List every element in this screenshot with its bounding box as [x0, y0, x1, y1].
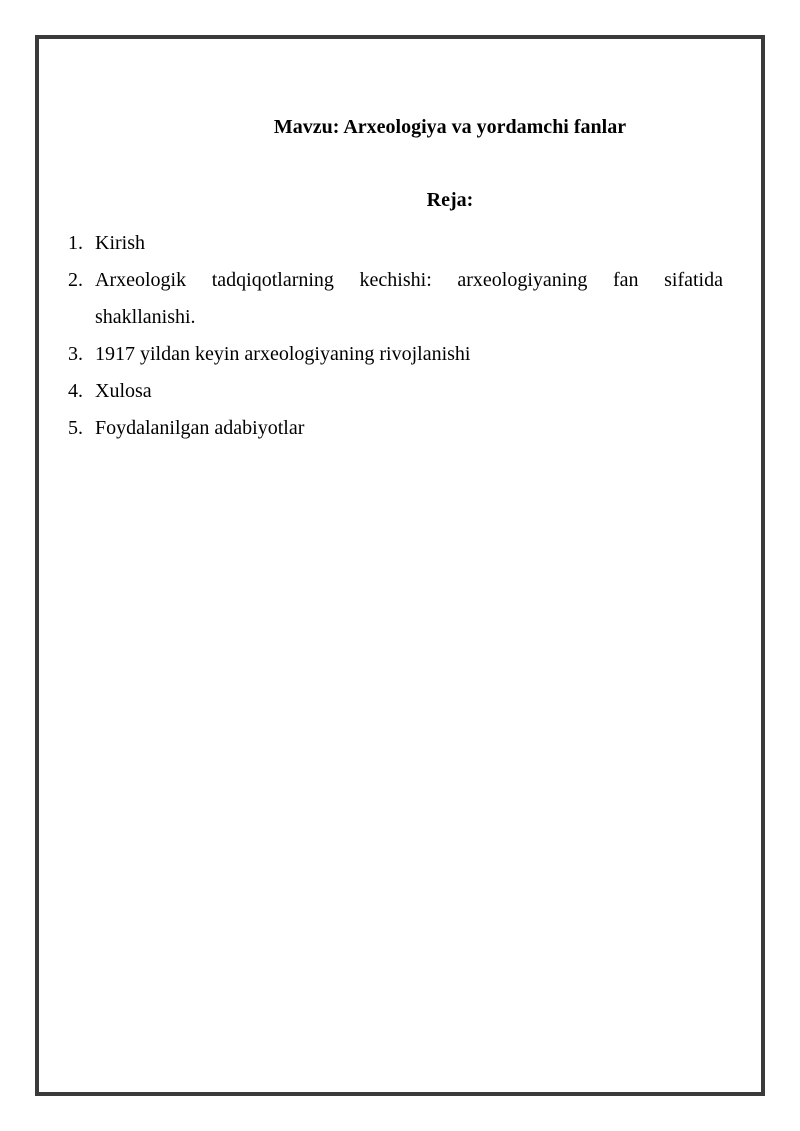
plan-item-number: 5.: [68, 417, 83, 439]
plan-item-number: 2.: [68, 269, 83, 291]
plan-item-text: Kirish: [95, 232, 145, 254]
plan-item-3: [68, 336, 723, 373]
plan-item-1: [68, 225, 723, 262]
plan-item-text: Arxeologik tadqiqotlarning kechishi: arxeologiyaning fan sifatida shakllanishi.: [95, 269, 723, 328]
plan-item-text: Foydalanilgan adabiyotlar: [95, 417, 305, 439]
plan-item-text: 1917 yildan keyin arxeologiyaning rivojlanishi: [95, 343, 471, 365]
plan-item-4: [68, 373, 723, 410]
plan-item-number: 1.: [68, 232, 83, 254]
plan-item-2: [68, 262, 723, 336]
plan-heading: Reja:: [426, 189, 474, 211]
plan-item-number: 3.: [68, 343, 83, 365]
topic-title: Mavzu: Arxeologiya va yordamchi fanlar: [273, 116, 627, 138]
plan-list: [68, 225, 723, 447]
plan-item-5: [68, 410, 723, 447]
plan-item-text: Xulosa: [95, 380, 152, 402]
plan-item-number: 4.: [68, 380, 83, 402]
